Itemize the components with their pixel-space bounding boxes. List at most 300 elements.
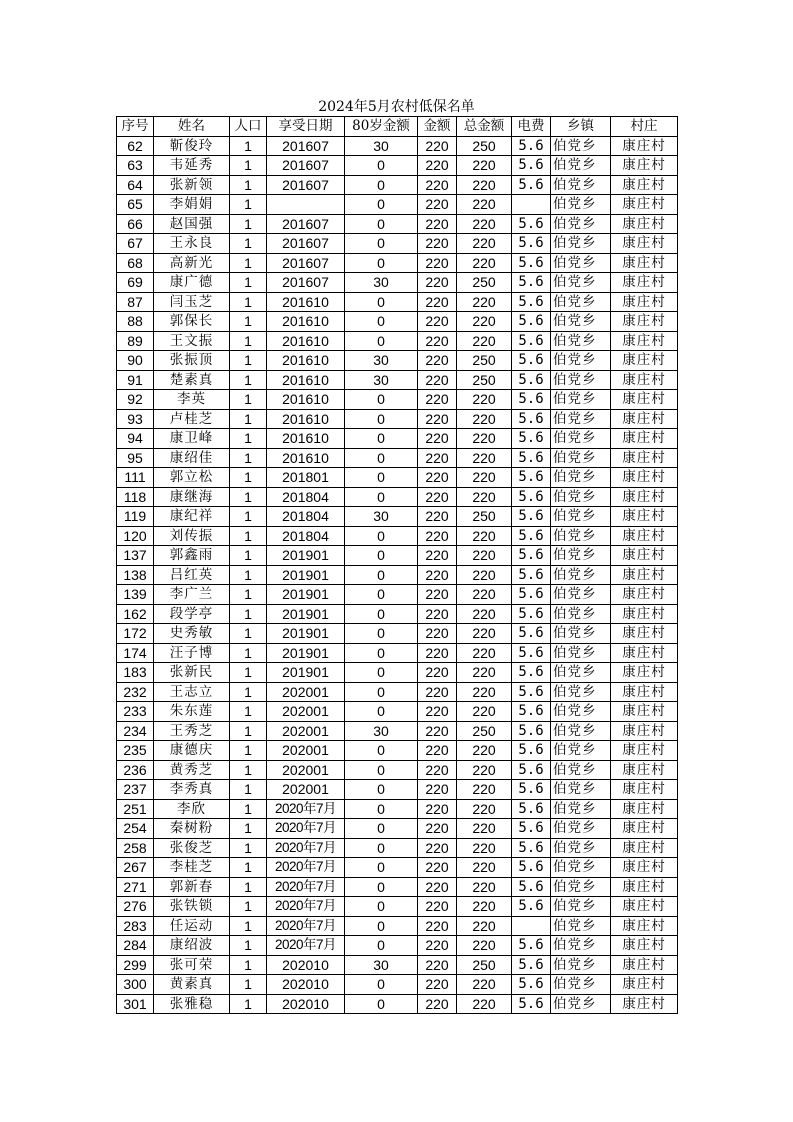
- cell-total: 220: [457, 195, 512, 215]
- cell-electricity: [512, 195, 551, 215]
- cell-village: 康庄村: [611, 819, 678, 839]
- cell-start-date: 201901: [267, 604, 345, 624]
- cell-village: 康庄村: [611, 331, 678, 351]
- cell-electricity: 5.6: [512, 936, 551, 956]
- cell-start-date: 201610: [267, 390, 345, 410]
- cell-village: 康庄村: [611, 702, 678, 722]
- cell-name: 李秀真: [154, 780, 230, 800]
- cell-population: 1: [230, 468, 267, 488]
- cell-name: 张雅稳: [154, 994, 230, 1014]
- table-row: [117, 546, 678, 566]
- cell-age80-amount: 0: [345, 663, 418, 683]
- cell-no: 232: [117, 682, 154, 702]
- cell-village: 康庄村: [611, 312, 678, 332]
- cell-population: 1: [230, 955, 267, 975]
- cell-name: 黄素真: [154, 975, 230, 995]
- cell-no: 267: [117, 858, 154, 878]
- cell-start-date: 2020年7月: [267, 838, 345, 858]
- cell-no: 271: [117, 877, 154, 897]
- cell-village: 康庄村: [611, 429, 678, 449]
- cell-town: 伯党乡: [551, 682, 611, 702]
- cell-name: 王志立: [154, 682, 230, 702]
- cell-age80-amount: 0: [345, 585, 418, 605]
- cell-village: 康庄村: [611, 273, 678, 293]
- cell-town: 伯党乡: [551, 897, 611, 917]
- cell-no: 138: [117, 565, 154, 585]
- cell-electricity: 5.6: [512, 663, 551, 683]
- cell-total: 220: [457, 409, 512, 429]
- cell-village: 康庄村: [611, 721, 678, 741]
- column-header-no: 序号: [117, 117, 154, 137]
- table-row: [117, 585, 678, 605]
- cell-no: 67: [117, 234, 154, 254]
- cell-name: 郭保长: [154, 312, 230, 332]
- cell-population: 1: [230, 565, 267, 585]
- cell-age80-amount: 0: [345, 877, 418, 897]
- cell-age80-amount: 0: [345, 741, 418, 761]
- cell-electricity: 5.6: [512, 877, 551, 897]
- cell-no: 120: [117, 526, 154, 546]
- cell-town: 伯党乡: [551, 955, 611, 975]
- cell-village: 康庄村: [611, 546, 678, 566]
- cell-amount: 220: [418, 331, 457, 351]
- cell-amount: 220: [418, 877, 457, 897]
- cell-name: 史秀敏: [154, 624, 230, 644]
- cell-town: 伯党乡: [551, 624, 611, 644]
- cell-name: 康广德: [154, 273, 230, 293]
- cell-total: 220: [457, 429, 512, 449]
- cell-population: 1: [230, 799, 267, 819]
- table-row: [117, 799, 678, 819]
- cell-town: 伯党乡: [551, 487, 611, 507]
- cell-start-date: 202001: [267, 682, 345, 702]
- cell-electricity: 5.6: [512, 390, 551, 410]
- column-header-total: 总金额: [457, 117, 512, 137]
- cell-age80-amount: 0: [345, 858, 418, 878]
- cell-start-date: 201901: [267, 663, 345, 683]
- cell-age80-amount: 0: [345, 897, 418, 917]
- document-title: 2024年5月农村低保名单: [318, 99, 475, 115]
- cell-age80-amount: 0: [345, 312, 418, 332]
- cell-town: 伯党乡: [551, 468, 611, 488]
- cell-no: 68: [117, 253, 154, 273]
- cell-village: 康庄村: [611, 526, 678, 546]
- cell-town: 伯党乡: [551, 409, 611, 429]
- cell-amount: 220: [418, 858, 457, 878]
- cell-age80-amount: 0: [345, 799, 418, 819]
- cell-village: 康庄村: [611, 838, 678, 858]
- cell-electricity: 5.6: [512, 370, 551, 390]
- cell-town: 伯党乡: [551, 780, 611, 800]
- cell-amount: 220: [418, 565, 457, 585]
- cell-age80-amount: 0: [345, 429, 418, 449]
- cell-total: 220: [457, 858, 512, 878]
- cell-amount: 220: [418, 507, 457, 527]
- table-row: [117, 253, 678, 273]
- cell-start-date: 201801: [267, 468, 345, 488]
- cell-town: 伯党乡: [551, 585, 611, 605]
- cell-amount: 220: [418, 916, 457, 936]
- table-row: [117, 468, 678, 488]
- cell-total: 220: [457, 526, 512, 546]
- cell-town: 伯党乡: [551, 663, 611, 683]
- cell-amount: 220: [418, 468, 457, 488]
- cell-village: 康庄村: [611, 897, 678, 917]
- cell-electricity: 5.6: [512, 702, 551, 722]
- cell-electricity: 5.6: [512, 312, 551, 332]
- table-row: [117, 507, 678, 527]
- cell-amount: 220: [418, 780, 457, 800]
- cell-total: 250: [457, 721, 512, 741]
- cell-total: 220: [457, 487, 512, 507]
- cell-population: 1: [230, 994, 267, 1014]
- cell-population: 1: [230, 409, 267, 429]
- cell-no: 254: [117, 819, 154, 839]
- cell-no: 63: [117, 156, 154, 176]
- cell-amount: 220: [418, 643, 457, 663]
- cell-population: 1: [230, 585, 267, 605]
- cell-age80-amount: 0: [345, 292, 418, 312]
- cell-start-date: 201610: [267, 312, 345, 332]
- cell-no: 118: [117, 487, 154, 507]
- cell-population: 1: [230, 331, 267, 351]
- cell-amount: 220: [418, 955, 457, 975]
- cell-town: 伯党乡: [551, 936, 611, 956]
- cell-amount: 220: [418, 253, 457, 273]
- cell-no: 301: [117, 994, 154, 1014]
- cell-population: 1: [230, 819, 267, 839]
- cell-town: 伯党乡: [551, 390, 611, 410]
- cell-village: 康庄村: [611, 858, 678, 878]
- cell-total: 250: [457, 136, 512, 156]
- table-row: [117, 721, 678, 741]
- cell-village: 康庄村: [611, 565, 678, 585]
- cell-electricity: 5.6: [512, 741, 551, 761]
- cell-electricity: 5.6: [512, 858, 551, 878]
- cell-town: 伯党乡: [551, 702, 611, 722]
- cell-population: 1: [230, 351, 267, 371]
- cell-total: 220: [457, 897, 512, 917]
- cell-town: 伯党乡: [551, 741, 611, 761]
- cell-town: 伯党乡: [551, 721, 611, 741]
- cell-total: 220: [457, 975, 512, 995]
- cell-name: 康继海: [154, 487, 230, 507]
- cell-town: 伯党乡: [551, 838, 611, 858]
- table-row: [117, 565, 678, 585]
- cell-start-date: 201610: [267, 448, 345, 468]
- cell-age80-amount: 0: [345, 643, 418, 663]
- table-row: [117, 994, 678, 1014]
- cell-amount: 220: [418, 546, 457, 566]
- cell-population: 1: [230, 858, 267, 878]
- cell-amount: 220: [418, 585, 457, 605]
- cell-no: 283: [117, 916, 154, 936]
- cell-amount: 220: [418, 370, 457, 390]
- cell-amount: 220: [418, 448, 457, 468]
- cell-age80-amount: 0: [345, 214, 418, 234]
- cell-electricity: 5.6: [512, 136, 551, 156]
- cell-village: 康庄村: [611, 370, 678, 390]
- cell-start-date: 2020年7月: [267, 819, 345, 839]
- cell-town: 伯党乡: [551, 273, 611, 293]
- cell-age80-amount: 0: [345, 702, 418, 722]
- cell-electricity: 5.6: [512, 897, 551, 917]
- cell-population: 1: [230, 546, 267, 566]
- table-row: [117, 312, 678, 332]
- cell-electricity: 5.6: [512, 331, 551, 351]
- cell-village: 康庄村: [611, 604, 678, 624]
- cell-name: 秦树粉: [154, 819, 230, 839]
- cell-electricity: 5.6: [512, 819, 551, 839]
- cell-start-date: 2020年7月: [267, 858, 345, 878]
- table-row: [117, 273, 678, 293]
- cell-population: 1: [230, 234, 267, 254]
- table-row: [117, 838, 678, 858]
- cell-village: 康庄村: [611, 643, 678, 663]
- cell-start-date: 201901: [267, 565, 345, 585]
- cell-age80-amount: 0: [345, 975, 418, 995]
- cell-start-date: 201610: [267, 331, 345, 351]
- cell-start-date: 2020年7月: [267, 916, 345, 936]
- welfare-list-table: [116, 116, 678, 1014]
- table-row: [117, 760, 678, 780]
- table-row: [117, 370, 678, 390]
- cell-total: 220: [457, 253, 512, 273]
- cell-no: 284: [117, 936, 154, 956]
- cell-electricity: 5.6: [512, 273, 551, 293]
- cell-start-date: 201901: [267, 624, 345, 644]
- cell-no: 183: [117, 663, 154, 683]
- cell-name: 王文振: [154, 331, 230, 351]
- cell-town: 伯党乡: [551, 214, 611, 234]
- cell-electricity: 5.6: [512, 409, 551, 429]
- cell-town: 伯党乡: [551, 136, 611, 156]
- table-row: [117, 526, 678, 546]
- cell-village: 康庄村: [611, 292, 678, 312]
- cell-no: 299: [117, 955, 154, 975]
- table-row: [117, 877, 678, 897]
- cell-population: 1: [230, 214, 267, 234]
- cell-start-date: 201804: [267, 526, 345, 546]
- cell-name: 吕红英: [154, 565, 230, 585]
- cell-start-date: 201607: [267, 214, 345, 234]
- cell-age80-amount: 0: [345, 468, 418, 488]
- cell-no: 90: [117, 351, 154, 371]
- table-row: [117, 643, 678, 663]
- cell-total: 220: [457, 741, 512, 761]
- table-body: [117, 136, 678, 1014]
- cell-total: 220: [457, 916, 512, 936]
- cell-no: 258: [117, 838, 154, 858]
- cell-population: 1: [230, 390, 267, 410]
- cell-no: 64: [117, 175, 154, 195]
- cell-village: 康庄村: [611, 156, 678, 176]
- cell-total: 220: [457, 234, 512, 254]
- cell-name: 卢桂芝: [154, 409, 230, 429]
- cell-start-date: 202001: [267, 760, 345, 780]
- cell-amount: 220: [418, 838, 457, 858]
- cell-no: 139: [117, 585, 154, 605]
- table-row: [117, 136, 678, 156]
- cell-town: 伯党乡: [551, 858, 611, 878]
- cell-no: 174: [117, 643, 154, 663]
- cell-population: 1: [230, 292, 267, 312]
- cell-name: 靳俊玲: [154, 136, 230, 156]
- cell-name: 任运动: [154, 916, 230, 936]
- cell-name: 段学亭: [154, 604, 230, 624]
- cell-age80-amount: 0: [345, 253, 418, 273]
- cell-age80-amount: 0: [345, 624, 418, 644]
- cell-electricity: 5.6: [512, 721, 551, 741]
- cell-amount: 220: [418, 487, 457, 507]
- cell-total: 220: [457, 214, 512, 234]
- cell-population: 1: [230, 175, 267, 195]
- cell-total: 250: [457, 351, 512, 371]
- cell-name: 李广兰: [154, 585, 230, 605]
- table-row: [117, 741, 678, 761]
- cell-amount: 220: [418, 936, 457, 956]
- table-row: [117, 604, 678, 624]
- cell-amount: 220: [418, 136, 457, 156]
- cell-age80-amount: 0: [345, 195, 418, 215]
- cell-village: 康庄村: [611, 760, 678, 780]
- cell-no: 66: [117, 214, 154, 234]
- cell-start-date: 202001: [267, 741, 345, 761]
- cell-no: 119: [117, 507, 154, 527]
- cell-start-date: 201607: [267, 253, 345, 273]
- table-row: [117, 487, 678, 507]
- cell-no: 62: [117, 136, 154, 156]
- table-row: [117, 175, 678, 195]
- cell-village: 康庄村: [611, 994, 678, 1014]
- cell-town: 伯党乡: [551, 994, 611, 1014]
- cell-start-date: 2020年7月: [267, 936, 345, 956]
- cell-town: 伯党乡: [551, 292, 611, 312]
- cell-amount: 220: [418, 624, 457, 644]
- cell-village: 康庄村: [611, 507, 678, 527]
- cell-name: 李欣: [154, 799, 230, 819]
- cell-no: 91: [117, 370, 154, 390]
- cell-name: 李桂芝: [154, 858, 230, 878]
- cell-age80-amount: 0: [345, 760, 418, 780]
- cell-town: 伯党乡: [551, 760, 611, 780]
- cell-start-date: 201607: [267, 136, 345, 156]
- cell-total: 220: [457, 292, 512, 312]
- cell-name: 康绍波: [154, 936, 230, 956]
- cell-age80-amount: 0: [345, 331, 418, 351]
- cell-age80-amount: 0: [345, 526, 418, 546]
- table-row: [117, 682, 678, 702]
- cell-town: 伯党乡: [551, 819, 611, 839]
- cell-start-date: [267, 195, 345, 215]
- cell-age80-amount: 0: [345, 390, 418, 410]
- cell-village: 康庄村: [611, 351, 678, 371]
- cell-electricity: 5.6: [512, 955, 551, 975]
- cell-name: 闫玉芝: [154, 292, 230, 312]
- cell-electricity: 5.6: [512, 780, 551, 800]
- cell-town: 伯党乡: [551, 643, 611, 663]
- table-row: [117, 916, 678, 936]
- cell-age80-amount: 30: [345, 136, 418, 156]
- cell-town: 伯党乡: [551, 234, 611, 254]
- cell-amount: 220: [418, 897, 457, 917]
- cell-amount: 220: [418, 994, 457, 1014]
- cell-total: 250: [457, 273, 512, 293]
- cell-village: 康庄村: [611, 487, 678, 507]
- cell-electricity: 5.6: [512, 760, 551, 780]
- cell-start-date: 201610: [267, 370, 345, 390]
- table-row: [117, 780, 678, 800]
- cell-total: 220: [457, 702, 512, 722]
- cell-population: 1: [230, 448, 267, 468]
- cell-total: 220: [457, 780, 512, 800]
- cell-village: 康庄村: [611, 780, 678, 800]
- cell-population: 1: [230, 702, 267, 722]
- cell-population: 1: [230, 273, 267, 293]
- cell-start-date: 201610: [267, 429, 345, 449]
- table-row: [117, 858, 678, 878]
- table-row: [117, 195, 678, 215]
- cell-village: 康庄村: [611, 799, 678, 819]
- cell-name: 李英: [154, 390, 230, 410]
- cell-start-date: 201610: [267, 292, 345, 312]
- cell-electricity: 5.6: [512, 487, 551, 507]
- table-row: [117, 351, 678, 371]
- cell-start-date: 2020年7月: [267, 799, 345, 819]
- cell-no: 89: [117, 331, 154, 351]
- cell-age80-amount: 0: [345, 994, 418, 1014]
- cell-age80-amount: 0: [345, 936, 418, 956]
- cell-no: 251: [117, 799, 154, 819]
- cell-total: 220: [457, 585, 512, 605]
- table-row: [117, 663, 678, 683]
- cell-electricity: 5.6: [512, 799, 551, 819]
- cell-town: 伯党乡: [551, 351, 611, 371]
- cell-name: 郭鑫雨: [154, 546, 230, 566]
- cell-name: 张振顶: [154, 351, 230, 371]
- cell-start-date: 201901: [267, 585, 345, 605]
- cell-electricity: 5.6: [512, 507, 551, 527]
- table-row: [117, 390, 678, 410]
- cell-town: 伯党乡: [551, 507, 611, 527]
- cell-name: 赵国强: [154, 214, 230, 234]
- cell-population: 1: [230, 370, 267, 390]
- cell-total: 220: [457, 838, 512, 858]
- cell-start-date: 2020年7月: [267, 877, 345, 897]
- cell-name: 汪子博: [154, 643, 230, 663]
- cell-amount: 220: [418, 390, 457, 410]
- cell-name: 郭立松: [154, 468, 230, 488]
- cell-no: 95: [117, 448, 154, 468]
- cell-start-date: 201901: [267, 643, 345, 663]
- cell-population: 1: [230, 936, 267, 956]
- cell-total: 220: [457, 682, 512, 702]
- cell-population: 1: [230, 624, 267, 644]
- cell-town: 伯党乡: [551, 877, 611, 897]
- cell-population: 1: [230, 195, 267, 215]
- cell-name: 康卫峰: [154, 429, 230, 449]
- column-header-name: 姓名: [154, 117, 230, 137]
- cell-no: 65: [117, 195, 154, 215]
- cell-start-date: 201804: [267, 507, 345, 527]
- cell-village: 康庄村: [611, 234, 678, 254]
- cell-no: 234: [117, 721, 154, 741]
- cell-name: 郭新春: [154, 877, 230, 897]
- cell-village: 康庄村: [611, 175, 678, 195]
- cell-start-date: 201610: [267, 409, 345, 429]
- cell-population: 1: [230, 975, 267, 995]
- cell-village: 康庄村: [611, 468, 678, 488]
